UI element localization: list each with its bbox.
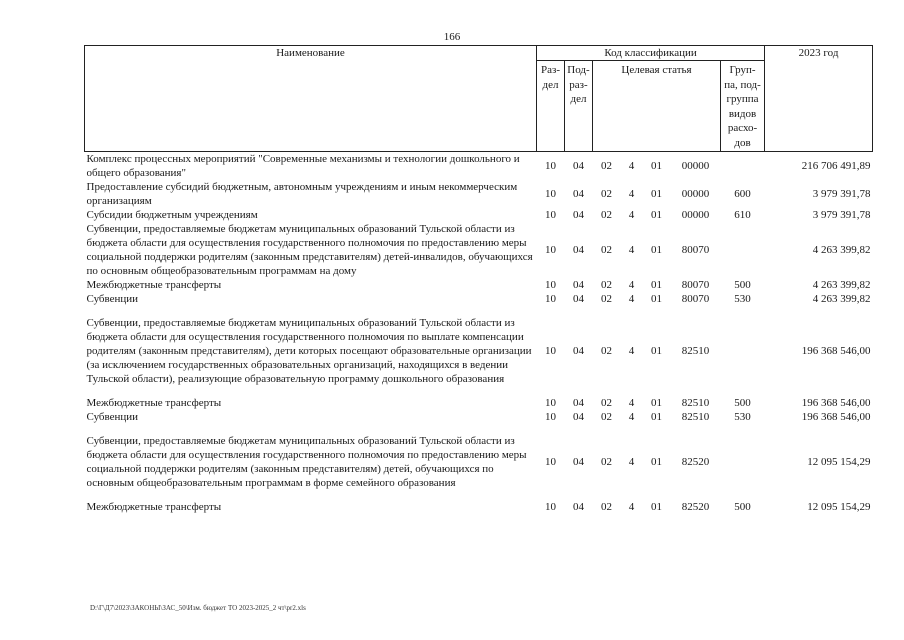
row-razdel: 10 [545, 278, 556, 291]
spacer-cell [85, 424, 873, 434]
row-target-complex: 01 [651, 396, 662, 409]
row-target-direction: 00000 [681, 187, 710, 200]
row-target-type: 4 [628, 344, 635, 357]
row-target-type: 4 [628, 455, 635, 468]
row-name: Межбюджетные трансферты [86, 500, 222, 513]
row-group: 500 [734, 278, 751, 291]
table-row [85, 222, 873, 278]
row-target-direction: 82520 [681, 500, 710, 513]
row-amount: 3 979 391,78 [812, 187, 871, 200]
header-name: Наименование [85, 46, 537, 152]
row-amount: 4 263 399,82 [812, 243, 871, 256]
row-razdel: 10 [545, 292, 556, 305]
row-target-complex: 01 [651, 455, 662, 468]
row-razdel: 10 [545, 344, 556, 357]
row-group: 610 [734, 208, 751, 221]
header-group: Груп- па, под- группа видов расхо- дов [721, 61, 765, 152]
row-target-program: 02 [601, 187, 612, 200]
row-podrazdel: 04 [573, 187, 584, 200]
header-target: Целевая статья [593, 61, 721, 152]
row-target-type: 4 [628, 243, 635, 256]
row-podrazdel: 04 [573, 500, 584, 513]
row-target-direction: 82510 [681, 344, 710, 357]
row-amount: 12 095 154,29 [807, 500, 871, 513]
spacer-cell [85, 490, 873, 500]
budget-table [84, 45, 873, 514]
table-row [85, 396, 873, 410]
row-target-direction: 00000 [681, 208, 710, 221]
row-podrazdel: 04 [573, 208, 584, 221]
table-row [85, 316, 873, 386]
row-amount: 4 263 399,82 [812, 278, 871, 291]
row-target-direction: 80070 [681, 292, 710, 305]
row-name: Субвенции, предоставляемые бюджетам муниципальных образований Тульской области из бюджета области для осуществления государственного полномочия по предоставлению меры социальной поддержки родителям (законным представителям) детей-инвалидов, обучающихся по основным общеобразовательным программам на дому [86, 222, 533, 277]
row-razdel: 10 [545, 455, 556, 468]
table-header [85, 46, 873, 152]
row-name: Межбюджетные трансферты [86, 396, 222, 409]
row-name: Субвенции, предоставляемые бюджетам муниципальных образований Тульской области из бюджета области для осуществления государственного полномочия по выплате компенсации родителям (законным представителям), дети которых посещают образовательные организации (за исключением государственных образовательных организаций, находящихся в ведении Тульской области), реализующие образовательную программу дошкольного образования [86, 316, 532, 385]
row-target-complex: 01 [651, 344, 662, 357]
row-target-direction: 82520 [681, 455, 710, 468]
row-target-complex: 01 [651, 500, 662, 513]
header-year: 2023 год [765, 46, 873, 152]
row-spacer [85, 424, 873, 434]
row-podrazdel: 04 [573, 243, 584, 256]
row-target-complex: 01 [651, 278, 662, 291]
row-target-complex: 01 [651, 410, 662, 423]
row-podrazdel: 04 [573, 410, 584, 423]
table-row [85, 500, 873, 514]
row-target-type: 4 [628, 410, 635, 423]
row-group [721, 151, 765, 180]
row-target-complex: 01 [651, 187, 662, 200]
row-podrazdel: 04 [573, 396, 584, 409]
row-target-complex: 01 [651, 243, 662, 256]
row-amount: 216 706 491,89 [801, 159, 871, 172]
row-target-type: 4 [628, 396, 635, 409]
footer-file-path: D:\Г\Д7\2023\ЗАКОНЫ\ЗАС_50\Изм. бюджет ТО 2023-2025_2 чт\pr2.xls [90, 604, 306, 612]
row-podrazdel: 04 [573, 292, 584, 305]
row-target-complex: 01 [651, 208, 662, 221]
row-target-program: 02 [601, 410, 612, 423]
row-target-direction: 82510 [681, 410, 710, 423]
row-name: Субвенции [86, 292, 139, 305]
row-name: Комплекс процессных мероприятий "Современные механизмы и технологии дошкольного и общего образования" [86, 152, 520, 179]
table-row [85, 292, 873, 306]
row-spacer [85, 386, 873, 396]
row-podrazdel: 04 [573, 455, 584, 468]
table-row [85, 208, 873, 222]
row-name: Предоставление субсидий бюджетным, автономным учреждениям и иным некоммерческим организациям [86, 180, 518, 207]
row-target-direction: 80070 [681, 278, 710, 291]
row-amount: 196 368 546,00 [801, 410, 871, 423]
row-target-type: 4 [628, 500, 635, 513]
table-row [85, 180, 873, 208]
table-row [85, 151, 873, 180]
row-group: 530 [734, 292, 751, 305]
row-target-program: 02 [601, 344, 612, 357]
row-podrazdel: 04 [573, 278, 584, 291]
table-row [85, 278, 873, 292]
spacer-cell [85, 306, 873, 316]
row-target-program: 02 [601, 455, 612, 468]
row-name: Межбюджетные трансферты [86, 278, 222, 291]
row-group: 500 [734, 396, 751, 409]
row-group: 600 [734, 187, 751, 200]
row-razdel: 10 [545, 396, 556, 409]
row-target-type: 4 [628, 278, 635, 291]
row-target-direction: 80070 [681, 243, 710, 256]
row-target-direction: 00000 [681, 159, 710, 172]
row-razdel: 10 [545, 159, 556, 172]
row-razdel: 10 [545, 410, 556, 423]
row-target-program: 02 [601, 396, 612, 409]
row-name: Субвенции [86, 410, 139, 423]
row-name: Субвенции, предоставляемые бюджетам муниципальных образований Тульской области из бюджета области для осуществления государственного полномочия по предоставлению меры социальной поддержки родителям (законным представителям) детей, обучающихся по основным общеобразовательным программам в форме семейного образования [86, 434, 527, 489]
row-podrazdel: 04 [573, 159, 584, 172]
row-razdel: 10 [545, 208, 556, 221]
row-target-complex: 01 [651, 159, 662, 172]
row-target-program: 02 [601, 500, 612, 513]
row-target-complex: 01 [651, 292, 662, 305]
row-target-program: 02 [601, 292, 612, 305]
row-amount: 4 263 399,82 [812, 292, 871, 305]
table-row [85, 410, 873, 424]
row-podrazdel: 04 [573, 344, 584, 357]
row-group [721, 434, 765, 490]
row-target-program: 02 [601, 159, 612, 172]
row-amount: 196 368 546,00 [801, 344, 871, 357]
row-spacer [85, 490, 873, 500]
row-target-type: 4 [628, 159, 635, 172]
row-target-type: 4 [628, 208, 635, 221]
row-amount: 12 095 154,29 [807, 455, 871, 468]
row-amount: 196 368 546,00 [801, 396, 871, 409]
row-target-program: 02 [601, 278, 612, 291]
row-group [721, 316, 765, 386]
row-group [721, 222, 765, 278]
row-group: 500 [734, 500, 751, 513]
row-group: 530 [734, 410, 751, 423]
row-razdel: 10 [545, 187, 556, 200]
row-name: Субсидии бюджетным учреждениям [86, 208, 258, 221]
row-target-direction: 82510 [681, 396, 710, 409]
row-amount: 3 979 391,78 [812, 208, 871, 221]
spacer-cell [85, 386, 873, 396]
header-podrazdel: Под- раз- дел [565, 61, 593, 152]
row-target-type: 4 [628, 292, 635, 305]
table-row [85, 434, 873, 490]
row-target-program: 02 [601, 208, 612, 221]
header-code: Код классификации [537, 46, 765, 61]
row-razdel: 10 [545, 243, 556, 256]
row-target-program: 02 [601, 243, 612, 256]
row-target-type: 4 [628, 187, 635, 200]
row-spacer [85, 306, 873, 316]
header-razdel: Раз- дел [537, 61, 565, 152]
page-number: 166 [443, 31, 461, 43]
row-razdel: 10 [545, 500, 556, 513]
